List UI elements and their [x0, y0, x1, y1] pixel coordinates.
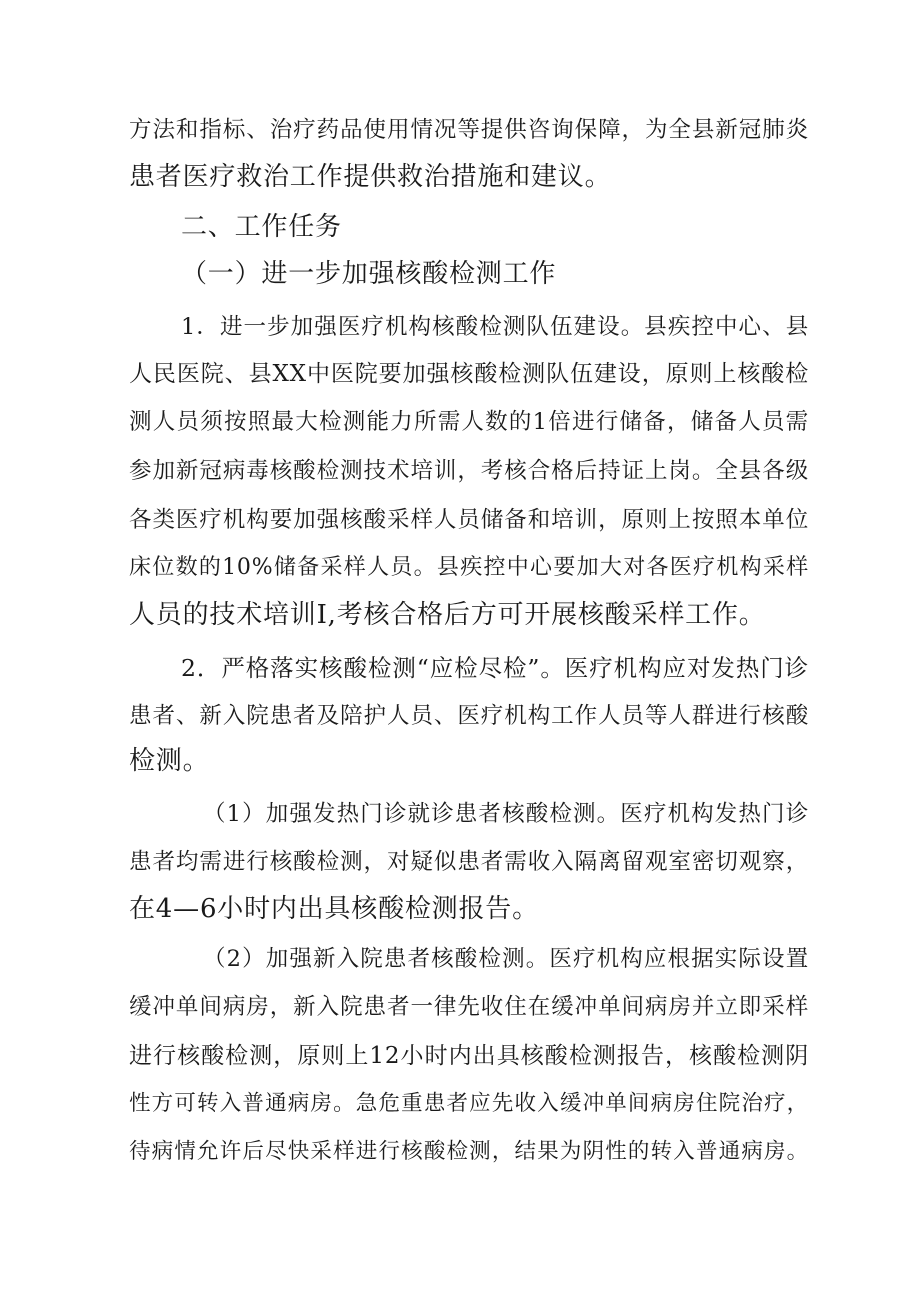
- paragraph-line: 患者均需进行核酸检测，对疑似患者需收入隔离留观室密切观察，: [129, 849, 809, 875]
- paragraph-line: 2．严格落实核酸检测“应检尽检”。医疗机构应对发热门诊: [181, 654, 809, 682]
- paragraph-line: 待病情允许后尽快采样进行核酸检测，结果为阴性的转入普通病房。: [129, 1139, 809, 1164]
- paragraph-line: 人民医院、县XX中医院要加强核酸检测队伍建设，原则上核酸检: [129, 361, 809, 387]
- paragraph-line: 患者、新入院患者及陪护人员、医疗机构工作人员等人群进行核酸: [129, 703, 809, 729]
- paragraph-line: 参加新冠病毒核酸检测技术培训，考核合格后持证上岗。全县各级: [129, 458, 809, 484]
- paragraph-line: 检测。: [129, 746, 210, 776]
- paragraph-line: 患者医疗救治工作提供救治措施和建议。: [129, 162, 612, 192]
- paragraph-line: 人员的技术培训I,考核合格后方可开展核酸采样工作。: [129, 600, 766, 630]
- paragraph-line: 性方可转入普通病房。急危重患者应先收入缓冲单间病房住院治疗，: [129, 1091, 809, 1116]
- subsection-heading: （一）进一步加强核酸检测工作: [181, 259, 557, 289]
- paragraph-line: 进行核酸检测，原则上12小时内出具核酸检测报告，核酸检测阴: [129, 1043, 809, 1069]
- paragraph-line: （1）加强发热门诊就诊患者核酸检测。医疗机构发热门诊: [203, 801, 809, 827]
- paragraph-line: 各类医疗机构要加强核酸采样人员储备和培训，原则上按照本单位: [129, 507, 809, 533]
- paragraph-line: 测人员须按照最大检测能力所需人数的1倍进行储备，储备人员需: [129, 409, 809, 435]
- paragraph-line: 在4—6小时内出具核酸检测报告。: [129, 894, 539, 924]
- paragraph-line: 1．进一步加强医疗机构核酸检测队伍建设。县疾控中心、县: [181, 314, 809, 340]
- paragraph-line: 床位数的10%储备采样人员。县疾控中心要加大对各医疗机构采样: [129, 555, 809, 580]
- paragraph-line: 方法和指标、治疗药品使用情况等提供咨询保障，为全县新冠肺炎: [129, 117, 809, 143]
- paragraph-line: 缓冲单间病房，新入院患者一律先收住在缓冲单间病房并立即采样: [129, 994, 809, 1020]
- section-heading: 二、工作任务: [181, 212, 342, 242]
- paragraph-line: （2）加强新入院患者核酸检测。医疗机构应根据实际设置: [203, 946, 809, 972]
